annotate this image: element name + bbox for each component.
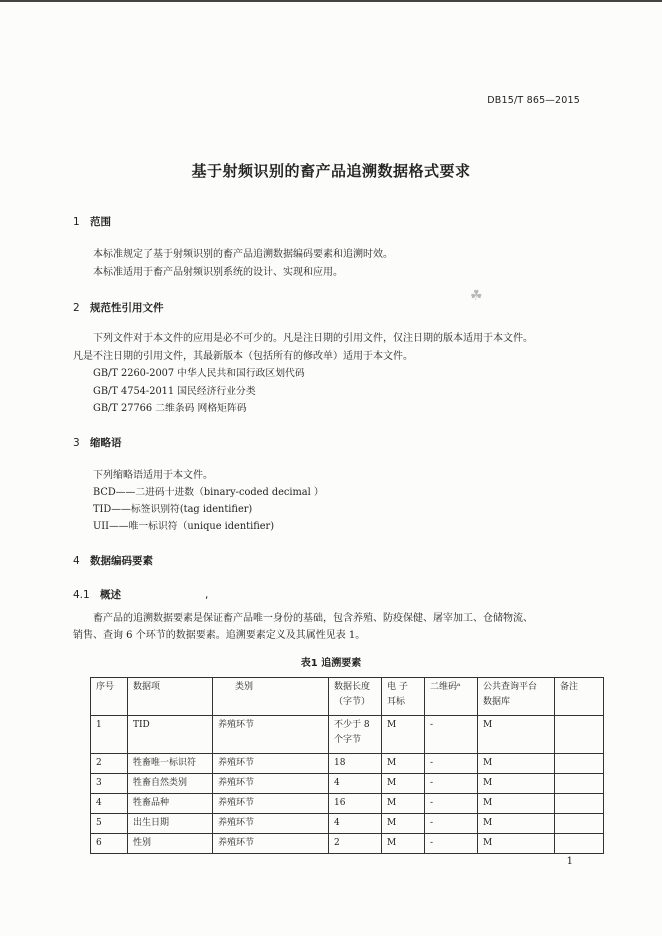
table-row	[91, 754, 604, 774]
overview-line-2: 销售、查询 6 个环节的数据要素。追溯要素定义及其属性见表 1。	[73, 630, 366, 641]
cell-category: 养殖环节	[213, 834, 329, 854]
cell-note	[555, 774, 604, 794]
cell-no: 3	[91, 774, 128, 794]
cell-item: 出生日期	[128, 814, 213, 834]
cell-item: 牲畜唯一标识符	[128, 754, 213, 774]
cell-qr: -	[425, 814, 478, 834]
cell-category: 养殖环节	[213, 754, 329, 774]
cell-no: 1	[91, 716, 128, 754]
table-header-row	[91, 678, 604, 716]
subsection-4-1-heading	[73, 587, 208, 602]
cell-note	[555, 754, 604, 774]
cell-no: 5	[91, 814, 128, 834]
cell-length: 2	[329, 834, 382, 854]
section-number: 2	[73, 302, 80, 314]
abbreviation-item: TID——标签识别符(tag identifier)	[93, 504, 253, 515]
table-row	[91, 794, 604, 814]
cell-no: 4	[91, 794, 128, 814]
document-title: 基于射频识别的畜产品追溯数据格式要求	[191, 162, 471, 180]
section-title: 缩略语	[90, 437, 122, 449]
section-number: 1	[73, 216, 80, 228]
cell-category: 养殖环节	[213, 814, 329, 834]
cell-tag: M	[382, 814, 425, 834]
cell-item: 性别	[128, 834, 213, 854]
section-title: 数据编码要素	[90, 555, 153, 567]
header-db: 公共查询平台 数据库	[478, 678, 555, 716]
table-row	[91, 716, 604, 754]
references-intro-line-2: 凡是不注日期的引用文件，其最新版本（包括所有的修改单）适用于本文件。	[73, 351, 413, 362]
cell-length: 16	[329, 794, 382, 814]
section-2-heading	[73, 300, 164, 315]
section-3-heading	[73, 435, 122, 450]
references-intro-line-1: 下列文件对于本文件的应用是必不可少的。凡是注日期的引用文件，仅注日期的版本适用于本文件。	[93, 333, 533, 344]
scope-para-1: 本标准规定了基于射频识别的畜产品追溯数据编码要素和追溯时效。	[93, 249, 393, 260]
section-title: 规范性引用文件	[90, 302, 164, 314]
cell-tag: M	[382, 774, 425, 794]
header-item: 数据项	[128, 678, 213, 716]
cell-length: 不少于 8 个字节	[329, 716, 382, 754]
page-number: 1	[566, 856, 573, 867]
cell-qr: -	[425, 716, 478, 754]
cell-db: M	[478, 794, 555, 814]
header-note: 备注	[555, 678, 604, 716]
abbreviation-item: BCD——二进码十进数（binary-coded decimal ）	[93, 487, 324, 498]
reference-item: GB/T 4754-2011 国民经济行业分类	[93, 386, 256, 397]
section-number: 3	[73, 437, 80, 449]
cell-note	[555, 814, 604, 834]
reference-item: GB/T 27766 二维条码 网格矩阵码	[93, 403, 247, 414]
table-row	[91, 814, 604, 834]
stray-mark: ,	[205, 589, 209, 601]
cell-item: 牲畜品种	[128, 794, 213, 814]
standard-code: DB15/T 865—2015	[487, 95, 580, 106]
cell-db: M	[478, 834, 555, 854]
section-1-heading	[73, 214, 111, 229]
cell-db: M	[478, 814, 555, 834]
cell-db: M	[478, 754, 555, 774]
header-no: 序号	[91, 678, 128, 716]
cell-db: M	[478, 716, 555, 754]
cell-qr: -	[425, 834, 478, 854]
cell-no: 6	[91, 834, 128, 854]
trace-elements-table	[90, 677, 604, 854]
cell-qr: -	[425, 794, 478, 814]
cell-length: 4	[329, 774, 382, 794]
cell-qr: -	[425, 754, 478, 774]
overview-line-1: 畜产品的追溯数据要素是保证畜产品唯一身份的基础，包含养殖、防疫保健、屠宰加工、仓储物流、	[93, 613, 533, 624]
reference-item: GB/T 2260-2007 中华人民共和国行政区划代码	[93, 368, 305, 379]
cell-tag: M	[382, 794, 425, 814]
cell-length: 4	[329, 814, 382, 834]
cell-category: 养殖环节	[213, 774, 329, 794]
cell-item: 牲畜自然类别	[128, 774, 213, 794]
table-row	[91, 774, 604, 794]
table-caption: 表1 追溯要素	[300, 658, 362, 669]
table-row	[91, 834, 604, 854]
abbreviation-item: UII——唯一标识符（unique identifier)	[93, 521, 275, 532]
header-length: 数据长度 （字节）	[329, 678, 382, 716]
header-qr: 二维码ᵃ	[425, 678, 478, 716]
scope-para-2: 本标准适用于畜产品射频识别系统的设计、实现和应用。	[93, 267, 343, 278]
cell-tag: M	[382, 834, 425, 854]
cell-note	[555, 716, 604, 754]
cell-no: 2	[91, 754, 128, 774]
cell-length: 18	[329, 754, 382, 774]
top-edge-line	[0, 0, 662, 6]
cell-qr: -	[425, 774, 478, 794]
cell-note	[555, 794, 604, 814]
cell-tag: M	[382, 716, 425, 754]
section-number: 4	[73, 555, 80, 567]
header-tag: 电 子 耳标	[382, 678, 425, 716]
section-title: 范围	[90, 216, 111, 228]
cell-tag: M	[382, 754, 425, 774]
scan-mark: ☘	[470, 288, 483, 304]
header-category: 类别	[213, 678, 329, 716]
section-4-heading	[73, 553, 153, 568]
cell-category: 养殖环节	[213, 716, 329, 754]
subsection-title: 概述	[100, 589, 121, 601]
cell-category: 养殖环节	[213, 794, 329, 814]
cell-note	[555, 834, 604, 854]
cell-db: M	[478, 774, 555, 794]
subsection-number: 4.1	[73, 589, 90, 601]
cell-item: TID	[128, 716, 213, 754]
abbreviations-intro: 下列缩略语适用于本文件。	[93, 470, 213, 481]
